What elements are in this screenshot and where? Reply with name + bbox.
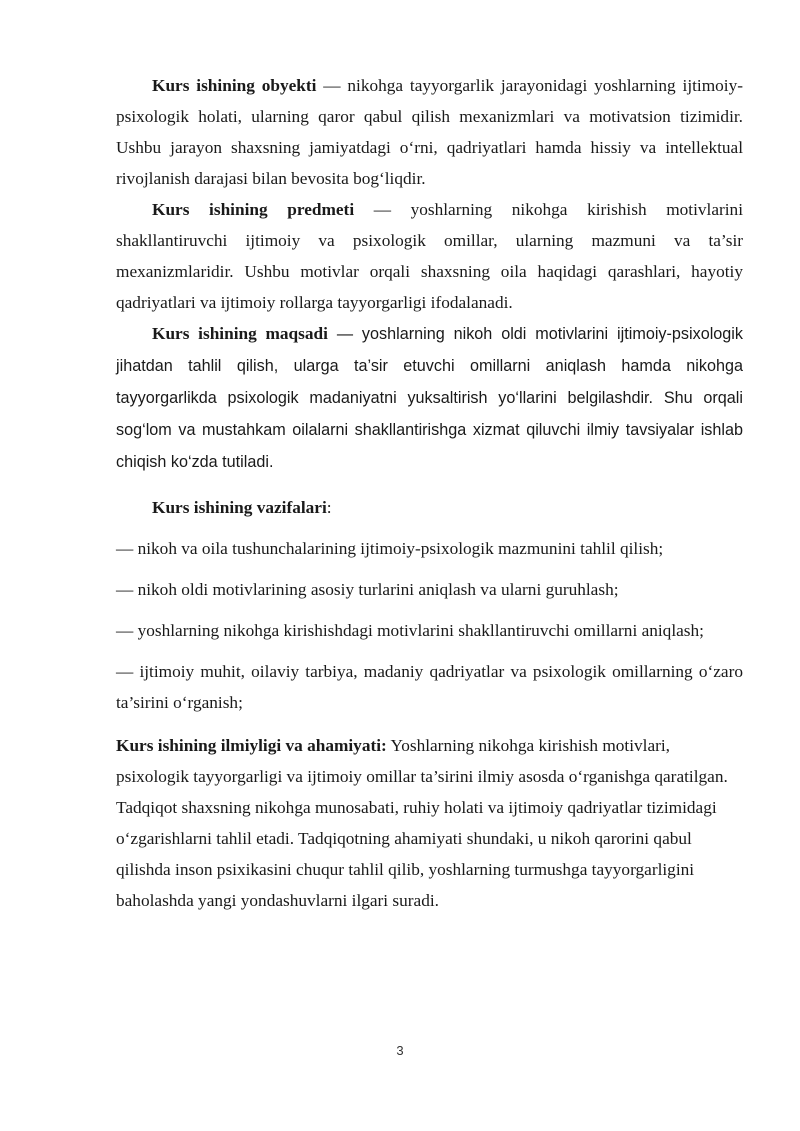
task-item: — nikoh oldi motivlarining asosiy turlarini aniqlash va ularni guruhlash; bbox=[116, 580, 619, 599]
task-item: — yoshlarning nikohga kirishishdagi motivlarini shakllantiruvchi omillarni aniqlash; bbox=[116, 621, 704, 640]
subject-heading: Kurs ishining predmeti bbox=[152, 200, 355, 219]
task-item: — ijtimoiy muhit, oilaviy tarbiya, madaniy qadriyatlar va psixologik omillarning o‘zaro ta’sirini o‘rganish; bbox=[116, 662, 743, 712]
significance-text: Yoshlarning nikohga kirishish motivlari, psixologik tayyorgarligi va ijtimoiy omillar ta’sirini ilmiy asosda o‘rganishga qaratilgan. Tadqiqot shaxsning nikohga munosabati, ruhiy holati va ijtimoiy qadriyatlar tizimidagi o‘zgarishlarni tahlil etadi. Tadqiqotning ahamiyati shundaki, u nikoh qarorini qabul qilishda inson psixikasini chuqur tahlil qilib, yoshlarning turmushga tayyorgarligini baholashda yangi yondashuvlarni ilgari suradi. bbox=[116, 736, 728, 910]
object-heading: Kurs ishining obyekti bbox=[152, 76, 317, 95]
tasks-heading-line bbox=[116, 492, 743, 523]
goal-paragraph bbox=[116, 318, 743, 478]
tasks-heading: Kurs ishining vazifalari bbox=[152, 498, 327, 517]
subject-paragraph bbox=[116, 194, 743, 318]
significance-paragraph bbox=[116, 730, 743, 916]
page-number: 3 bbox=[396, 1043, 404, 1058]
object-paragraph bbox=[116, 70, 743, 194]
significance-heading: Kurs ishining ilmiyligi va ahamiyati: bbox=[116, 736, 387, 755]
object-text: — nikohga tayyorgarlik jarayonidagi yoshlarning ijtimoiy-psixologik holati, ularning qaror qabul qilish mexanizmlari va motivatsion tizimidir. Ushbu jarayon shaxsning jamiyatdagi o‘rni, qadriyatlari hamda hissiy va intellektual rivojlanish darajasi bilan bevosita bog‘liqdir. bbox=[116, 76, 743, 188]
goal-heading: Kurs ishining maqsadi bbox=[152, 324, 328, 343]
tasks-heading-colon: : bbox=[326, 498, 332, 517]
document-page bbox=[116, 70, 743, 916]
task-item: — nikoh va oila tushunchalarining ijtimoiy-psixologik mazmunini tahlil qilish; bbox=[116, 539, 664, 558]
subject-text: — yoshlarning nikohga kirishish motivlarini shakllantiruvchi ijtimoiy va psixologik omillar, ularning mazmuni va ta’sir mexanizmlaridir. Ushbu motivlar orqali shaxsning oila haqidagi qarashlari, hayotiy qadriyatlari va ijtimoiy rollarga tayyorgarligi ifodalanadi. bbox=[116, 200, 743, 312]
goal-text: — yoshlarning nikoh oldi motivlarini ijtimoiy-psixologik jihatdan tahlil qilish, ularga ta’sir etuvchi omillarni aniqlash hamda nikohga tayyorgarlikda psixologik madaniyatni yuksaltirish yo‘llarini belgilashdir. Shu orqali sog‘lom va mustahkam oilalarni shakllantirishga xizmat qiluvchi ilmiy tavsiyalar ishlab chiqish ko‘zda tutiladi. bbox=[116, 325, 743, 471]
